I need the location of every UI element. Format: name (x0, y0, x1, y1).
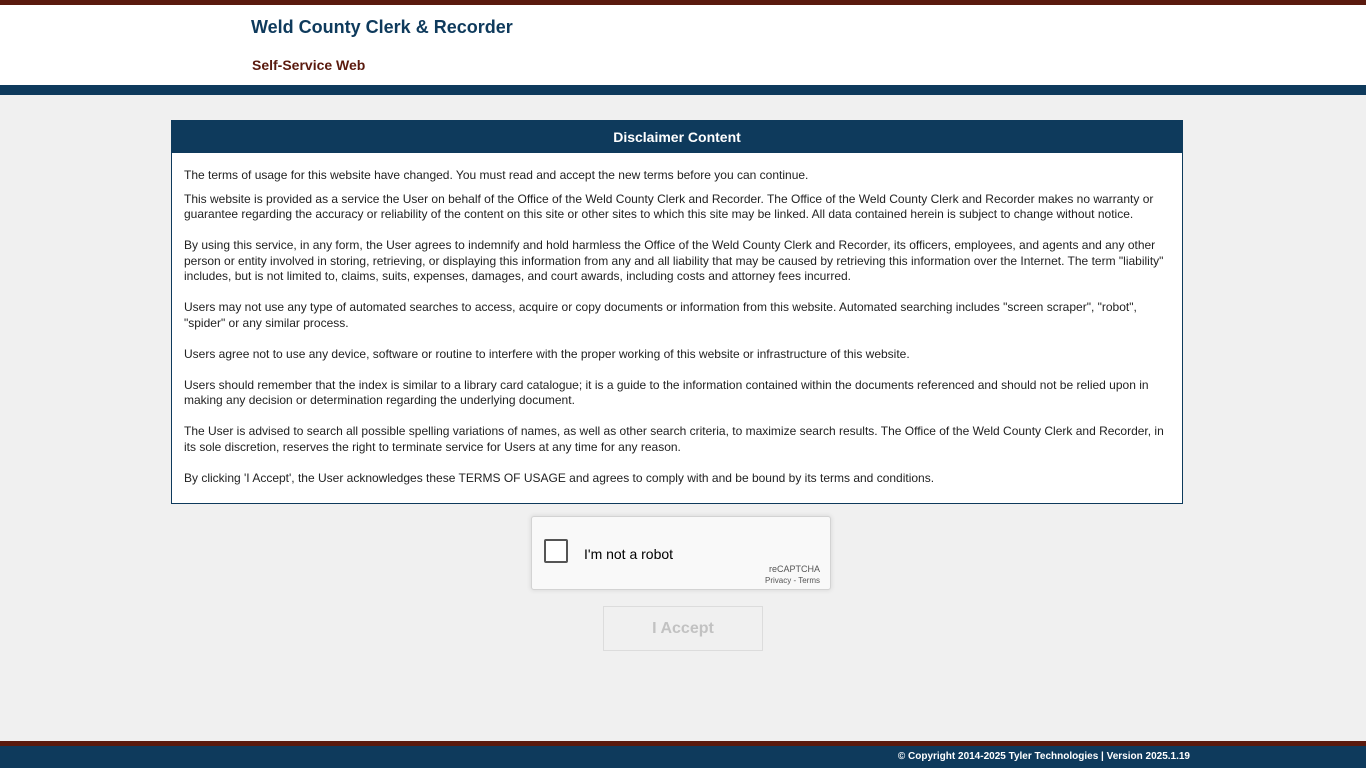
disclaimer-paragraph: Users agree not to use any device, software or routine to interfere with the proper working of this website or infrastructure of this website. (184, 346, 910, 361)
disclaimer-body (172, 153, 1182, 486)
recaptcha-links (765, 576, 820, 585)
disclaimer-paragraph: By clicking 'I Accept', the User acknowledges these TERMS OF USAGE and agrees to comply with and be bound by its terms and conditions. (184, 470, 935, 485)
site-subtitle: Self-Service Web (252, 57, 366, 73)
recaptcha-privacy-link[interactable]: Privacy (765, 576, 792, 585)
recaptcha-brand: reCAPTCHA (768, 564, 820, 574)
site-footer (0, 746, 1366, 768)
header-bottom-bar (0, 85, 1366, 95)
recaptcha-label: I'm not a robot (584, 546, 674, 562)
disclaimer-paragraph: By using this service, in any form, the User agrees to indemnify and hold harmless the Office of the Weld County Clerk and Recorder, its officers, employees, and agents and any other person or entity involved in storing, retrieving, or displaying this information from any and all liability that may be caused by retrieving this information over the Internet. The term "liability" includes, but is not limited to, claims, suits, expenses, damages, and court awards, including costs and attorney fees incurred. (184, 238, 1164, 283)
recaptcha-checkbox[interactable] (544, 539, 568, 563)
recaptcha-link-separator: - (791, 576, 799, 585)
accept-button[interactable]: I Accept (603, 606, 763, 651)
disclaimer-paragraph: The User is advised to search all possible spelling variations of names, as well as other search criteria, to maximize search results. The Office of the Weld County Clerk and Recorder, in its sole discretion, reserves the right to terminate service for Users at any time for any reason. (184, 424, 1164, 454)
site-header (0, 5, 1366, 85)
disclaimer-paragraph: Users should remember that the index is similar to a library card catalogue; it is a guide to the information contained within the documents referenced and should not be relied upon in making any decision or determination regarding the underlying document. (184, 377, 1149, 407)
disclaimer-paragraph: Users may not use any type of automated searches to access, acquire or copy documents or information from this website. Automated searching includes "screen scraper", "robot", "spider" or any similar process. (184, 300, 1137, 330)
disclaimer-panel (171, 120, 1183, 504)
disclaimer-paragraph: This website is provided as a service the User on behalf of the Office of the Weld County Clerk and Recorder. The Office of the Weld County Clerk and Recorder makes no warranty or guarantee regarding the accuracy or reliability of the content on this site or other sites to which this site may be linked. All data contained herein is subject to change without notice. (184, 191, 1154, 221)
disclaimer-heading: Disclaimer Content (172, 121, 1182, 153)
site-title: Weld County Clerk & Recorder (251, 17, 513, 37)
recaptcha-widget (531, 516, 831, 590)
recaptcha-terms-link[interactable]: Terms (798, 576, 820, 585)
copyright-text: © Copyright 2014-2025 Tyler Technologies | Version 2025.1.19 (897, 751, 1190, 762)
disclaimer-intro: The terms of usage for this website have changed. You must read and accept the new terms before you can continue. (184, 168, 809, 182)
